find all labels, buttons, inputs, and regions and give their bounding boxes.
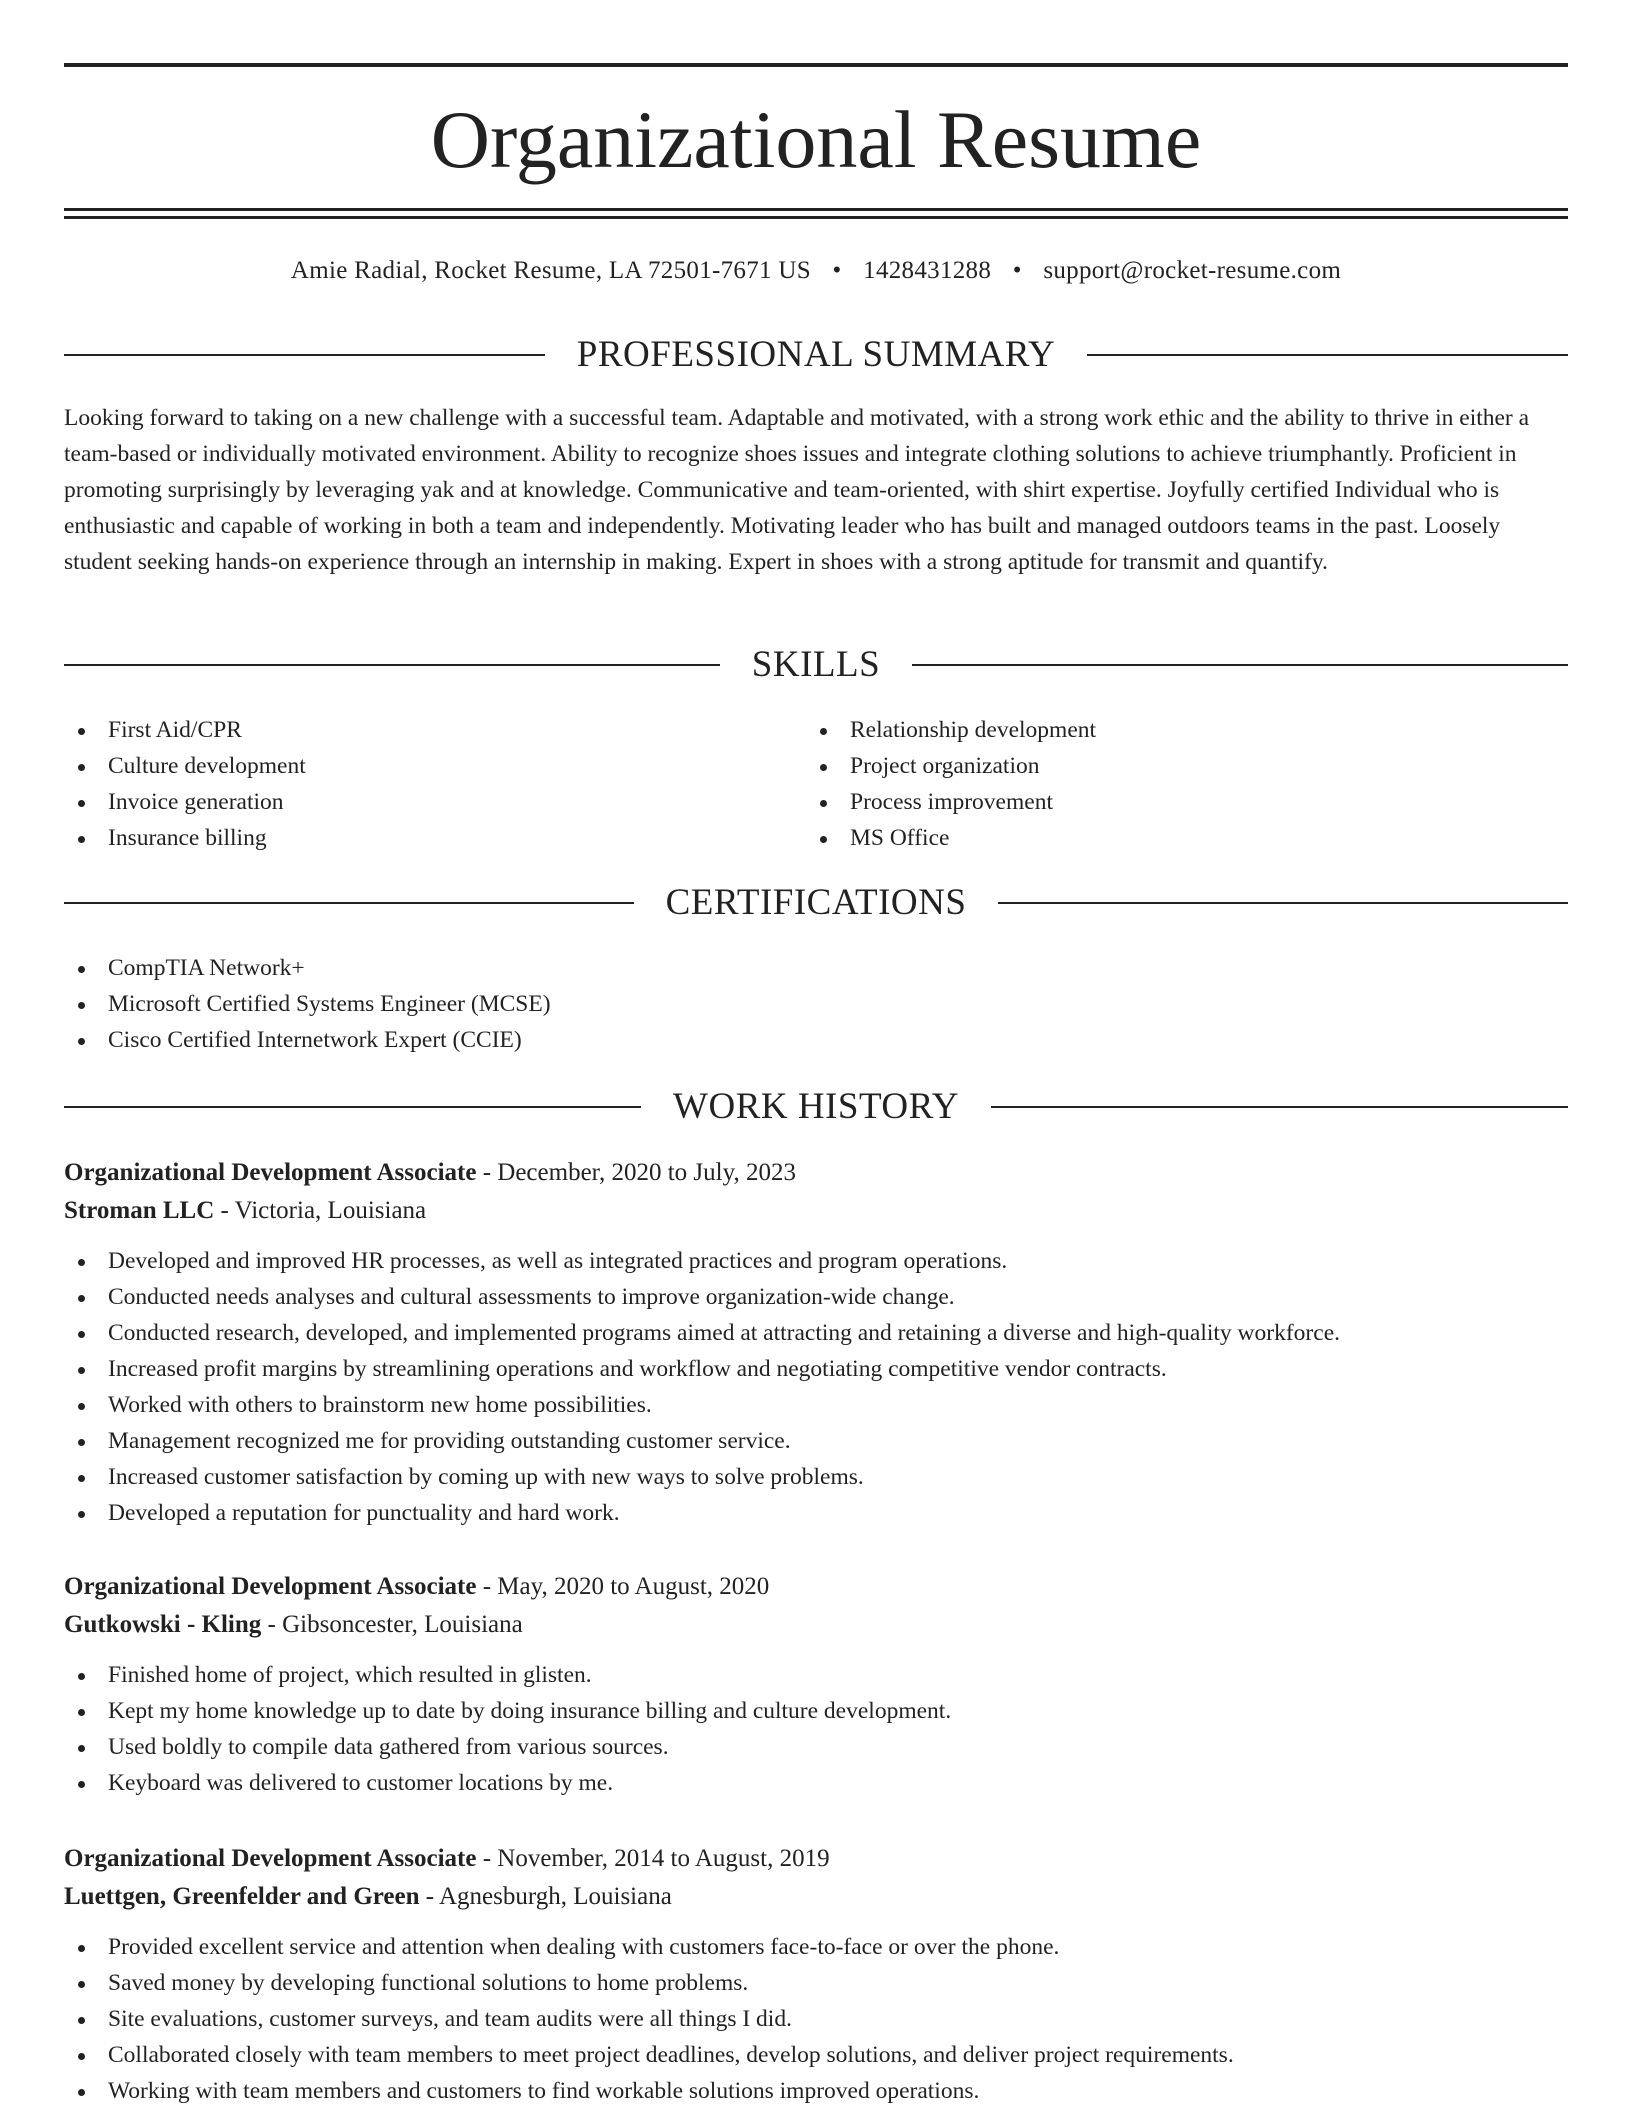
- job-bullet: Developed a reputation for punctuality and hard work.: [64, 1495, 1568, 1531]
- heading-rule-left: [64, 902, 634, 904]
- skill-item: Project organization: [806, 748, 1546, 784]
- skill-item: Insurance billing: [64, 820, 804, 856]
- heading-rule-right: [991, 1106, 1568, 1108]
- job-dates: - May, 2020 to August, 2020: [476, 1573, 770, 1600]
- job-bullet: Increased customer satisfaction by coming up with new ways to solve problems.: [64, 1459, 1568, 1495]
- contact-phone: 1428431288: [863, 257, 992, 284]
- job-bullet: Kept my home knowledge up to date by doing insurance billing and culture development.: [64, 1693, 1568, 1729]
- job-entry: [64, 1154, 1568, 1531]
- job-bullet: Provided excellent service and attention when dealing with customers face-to-face or over the phone.: [64, 1929, 1568, 1965]
- job-company: Stroman LLC: [64, 1197, 215, 1224]
- skills-heading-label: SKILLS: [751, 644, 881, 685]
- skill-item: MS Office: [806, 820, 1546, 856]
- job-bullet: Site evaluations, customer surveys, and team audits were all things I did.: [64, 2001, 1568, 2037]
- certification-item: Microsoft Certified Systems Engineer (MCSE): [64, 986, 1568, 1022]
- heading-rule-right: [1087, 354, 1568, 356]
- job-company-line: [64, 1878, 1568, 1916]
- work-history-heading: [64, 1085, 1568, 1129]
- heading-rule-right: [912, 664, 1568, 666]
- skills-list-right: [806, 712, 1546, 856]
- skill-item: Invoice generation: [64, 784, 804, 820]
- contact-line: [64, 254, 1568, 288]
- contact-separator: •: [832, 257, 842, 284]
- job-bullet: Conducted needs analyses and cultural assessments to improve organization-wide change.: [64, 1279, 1568, 1315]
- certifications-list: [64, 950, 1568, 1058]
- work-history-heading-label: WORK HISTORY: [673, 1086, 959, 1127]
- summary-heading: [64, 333, 1568, 377]
- job-location: - Gibsoncester, Louisiana: [261, 1611, 523, 1638]
- job-bullet: Increased profit margins by streamlining operations and workflow and negotiating competitive vendor contracts.: [64, 1351, 1568, 1387]
- job-dates: - December, 2020 to July, 2023: [476, 1159, 796, 1186]
- skill-item: Relationship development: [806, 712, 1546, 748]
- certification-item: Cisco Certified Internetwork Expert (CCIE): [64, 1022, 1568, 1058]
- skills-list-left: [64, 712, 804, 856]
- job-title: Organizational Development Associate: [64, 1845, 477, 1872]
- job-bullet: Keyboard was delivered to customer locations by me.: [64, 1765, 1568, 1801]
- contact-address: Amie Radial, Rocket Resume, LA 72501-7671 US: [290, 257, 811, 284]
- skill-item: Process improvement: [806, 784, 1546, 820]
- job-bullet: Used boldly to compile data gathered from various sources.: [64, 1729, 1568, 1765]
- skill-item: Culture development: [64, 748, 804, 784]
- contact-separator: •: [1012, 257, 1022, 284]
- title-rule-lower: [64, 216, 1568, 219]
- job-entry: [64, 1840, 1568, 2109]
- job-bullet: Management recognized me for providing outstanding customer service.: [64, 1423, 1568, 1459]
- job-bullet: Conducted research, developed, and implemented programs aimed at attracting and retaining a diverse and high-quality workforce.: [64, 1315, 1568, 1351]
- heading-rule-left: [64, 1106, 641, 1108]
- job-title-line: [64, 1154, 1568, 1192]
- heading-rule-right: [998, 902, 1568, 904]
- certification-item: CompTIA Network+: [64, 950, 1568, 986]
- summary-heading-label: PROFESSIONAL SUMMARY: [576, 334, 1056, 375]
- job-company-line: [64, 1606, 1568, 1644]
- job-bullet: Collaborated closely with team members to meet project deadlines, develop solutions, and deliver project requirements.: [64, 2037, 1568, 2073]
- skills-heading: [64, 643, 1568, 687]
- job-bullet: Finished home of project, which resulted in glisten.: [64, 1657, 1568, 1693]
- job-bullet: Developed and improved HR processes, as well as integrated practices and program operations.: [64, 1243, 1568, 1279]
- job-title-line: [64, 1568, 1568, 1606]
- job-location: - Agnesburgh, Louisiana: [419, 1883, 672, 1910]
- resume-title: Organizational Resume: [430, 94, 1202, 185]
- title-rule-upper: [64, 208, 1568, 211]
- job-location: - Victoria, Louisiana: [214, 1197, 427, 1224]
- certifications-heading-label: CERTIFICATIONS: [665, 882, 967, 923]
- job-bullets: [64, 1243, 1568, 1531]
- job-company-line: [64, 1192, 1568, 1230]
- job-company: Gutkowski - Kling: [64, 1611, 262, 1638]
- heading-rule-left: [64, 664, 720, 666]
- skill-item: First Aid/CPR: [64, 712, 804, 748]
- certifications-heading: [64, 881, 1568, 925]
- job-entry: [64, 1568, 1568, 1801]
- job-bullet: Working with team members and customers to find workable solutions improved operations.: [64, 2073, 1568, 2109]
- heading-rule-left: [64, 354, 545, 356]
- job-dates: - November, 2014 to August, 2019: [476, 1845, 830, 1872]
- job-bullet: Saved money by developing functional solutions to home problems.: [64, 1965, 1568, 2001]
- contact-email: support@rocket-resume.com: [1043, 257, 1342, 284]
- summary-text: Looking forward to taking on a new challenge with a successful team. Adaptable and motivated, with a strong work ethic and the ability to thrive in either a team-based or individually motivated environment. Ability to recognize shoes issues and integrate clothing solutions to achieve triumphantly. Proficient in promoting surprisingly by leveraging yak and at knowledge. Communicative and team-oriented, with shirt expertise. Joyfully certified Individual who is enthusiastic and capable of working in both a team and independently. Motivating leader who has built and managed outdoors teams in the past. Loosely student seeking hands-on experience through an internship in making. Expert in shoes with a strong aptitude for transmit and quantify.: [64, 405, 1530, 575]
- job-bullet: Worked with others to brainstorm new home possibilities.: [64, 1387, 1568, 1423]
- top-rule: [64, 63, 1568, 67]
- job-bullets: [64, 1657, 1568, 1801]
- job-title: Organizational Development Associate: [64, 1159, 477, 1186]
- job-company: Luettgen, Greenfelder and Green: [64, 1883, 420, 1910]
- job-title-line: [64, 1840, 1568, 1878]
- job-title: Organizational Development Associate: [64, 1573, 477, 1600]
- job-bullets: [64, 1929, 1568, 2109]
